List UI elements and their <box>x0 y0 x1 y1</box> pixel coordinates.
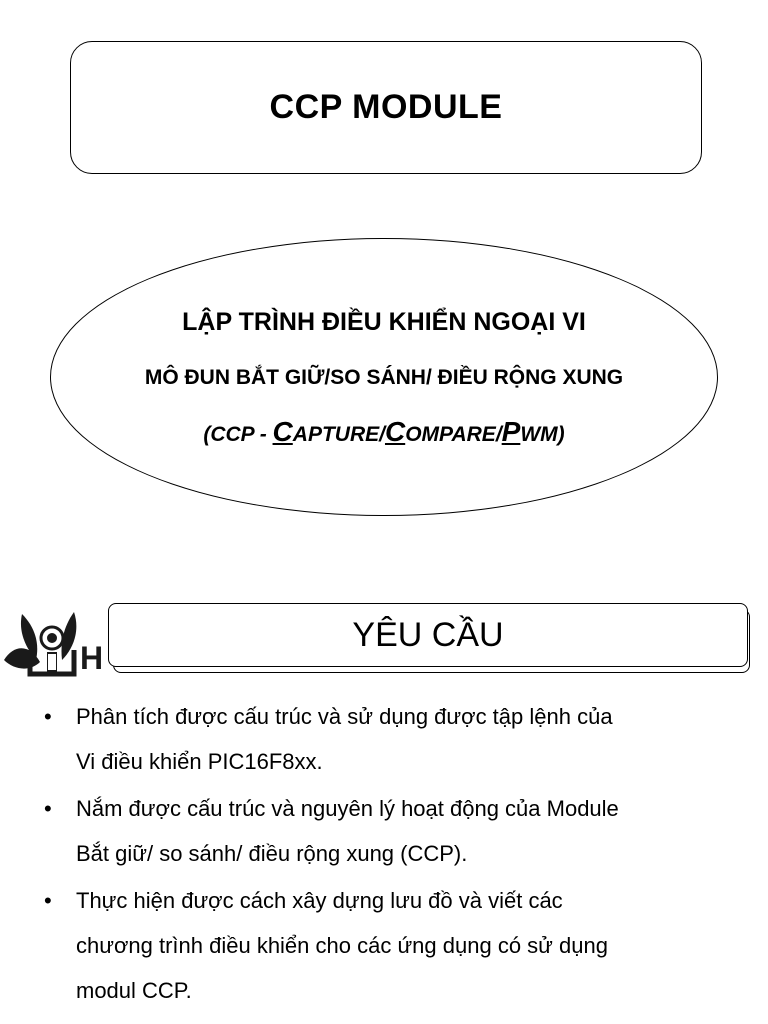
page-title: CCP MODULE <box>269 88 503 126</box>
requirements-list <box>40 694 740 1015</box>
list-item-line: Phân tích được cấu trúc và sử dụng được tập lệnh của <box>76 704 613 729</box>
list-item-line: chương trình điều khiển cho các ứng dụng có sử dụng <box>76 933 608 958</box>
list-item <box>40 694 740 784</box>
capture-initial: C <box>272 416 293 447</box>
capture-rest: APTURE/ <box>292 423 385 446</box>
pwm-rest: WM) <box>520 423 565 446</box>
logo-text: H <box>80 640 104 676</box>
title-box <box>70 41 702 174</box>
bullet-icon: • <box>44 796 52 821</box>
list-item-line: modul CCP. <box>76 978 192 1003</box>
compare-initial: C <box>384 416 406 447</box>
list-item <box>40 878 740 1013</box>
bullet-icon: • <box>44 704 52 729</box>
lotus-logo-icon <box>0 604 118 682</box>
list-item <box>40 786 740 876</box>
subtitle-line-1: LẬP TRÌNH ĐIỀU KHIỂN NGOẠI VI <box>182 308 586 336</box>
compare-rest: OMPARE/ <box>405 423 502 446</box>
ccp-prefix: (CCP - <box>203 423 273 446</box>
list-item-line: Thực hiện được cách xây dựng lưu đồ và viết các <box>76 888 563 913</box>
subtitle-line-3 <box>0 416 768 448</box>
list-item-line: Vi điều khiển PIC16F8xx. <box>76 749 323 774</box>
pwm-initial: P <box>501 416 521 447</box>
requirements-header-box <box>108 603 748 667</box>
subtitle-line-2: MÔ ĐUN BẮT GIỮ/SO SÁNH/ ĐIỀU RỘNG XUNG <box>144 366 624 389</box>
bullet-icon: • <box>44 888 52 913</box>
list-item-line: Nắm được cấu trúc và nguyên lý hoạt động của Module <box>76 796 619 821</box>
list-item-line: Bắt giữ/ so sánh/ điều rộng xung (CCP). <box>76 841 468 866</box>
requirements-title: YÊU CẦU <box>352 615 504 654</box>
